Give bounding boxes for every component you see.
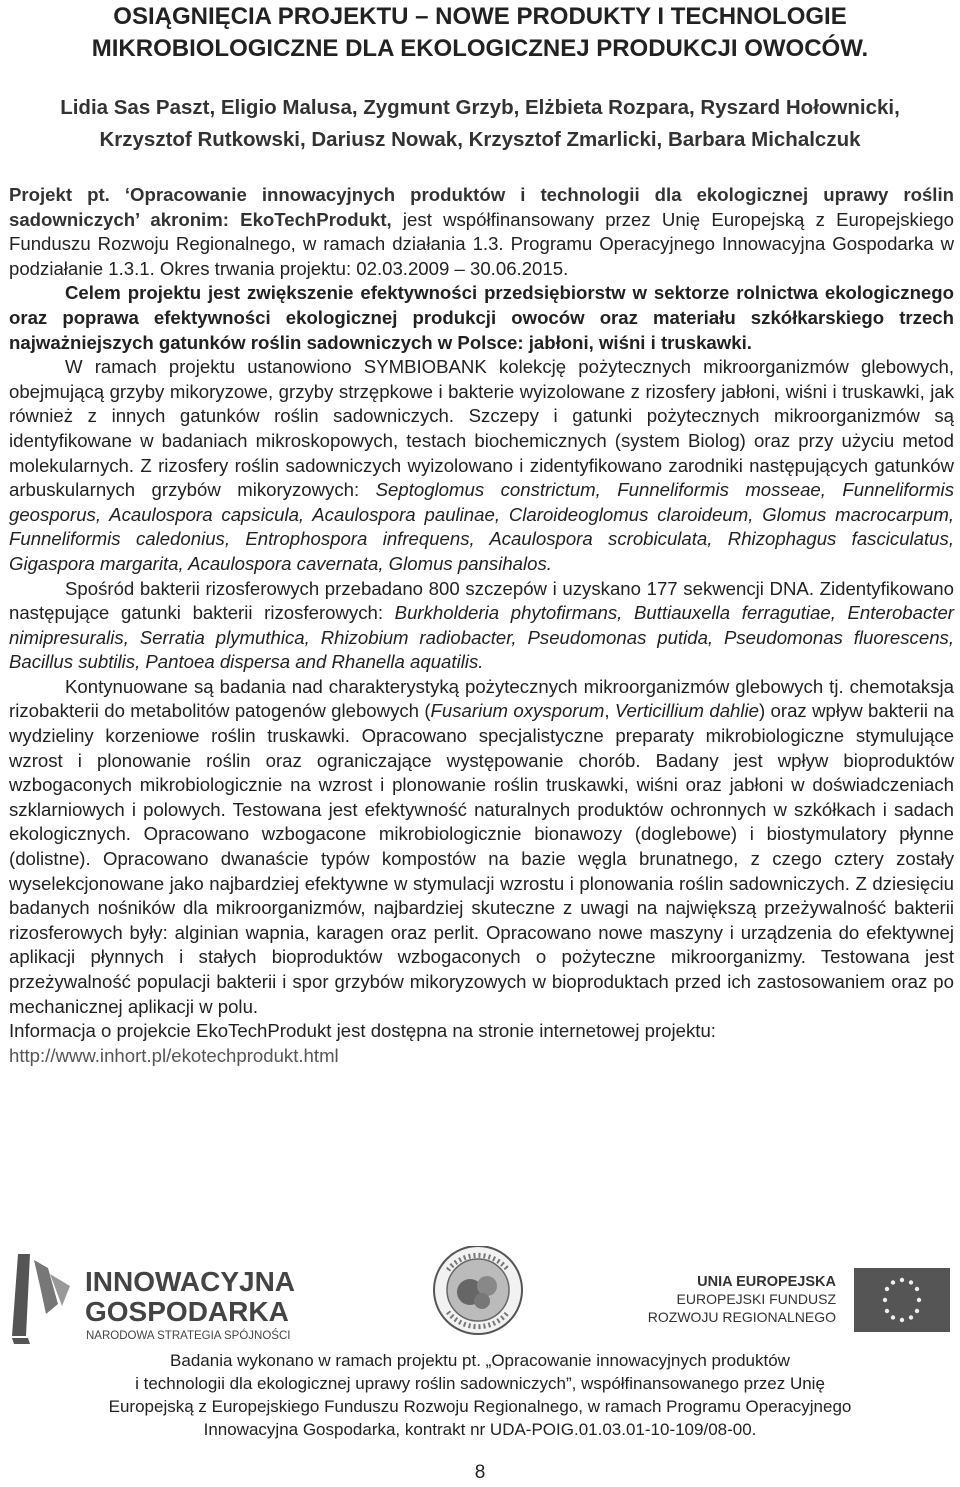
footer-line-3: Europejską z Europejskiego Funduszu Rozwoju Regionalnego, w ramach Programu Operacyjnego: [108, 1397, 852, 1416]
ekotechprodukt-seal: [434, 1246, 522, 1334]
bacteria-paragraph: [9, 577, 954, 675]
project-paragraph: [9, 183, 954, 281]
innowacyjna-gospodarka-logo: [12, 1254, 295, 1344]
authors-line-1: Lidia Sas Paszt, Eligio Malusa, Zygmunt Grzyb, Elżbieta Rozpara, Ryszard Hołownicki,: [60, 96, 900, 119]
bacteria-text: Spośród bakterii rizosferowych przebadano 800 szczepów i uzyskano 177 sekwencji DNA. Zidentyfikowano następujące gatunki bakterii rizosferowych:: [9, 577, 954, 624]
logos-svg: [0, 1246, 960, 1346]
verticillium-name: Verticillium dahlie: [614, 700, 760, 722]
ig-line-2: GOSPODARKA: [85, 1296, 289, 1327]
research-paragraph: [9, 675, 954, 1019]
footer-line-4: Innowacyjna Gospodarka, kontrakt nr UDA-POIG.01.03.01-10-109/08-00.: [203, 1420, 757, 1439]
footer-line-1: Badania wykonano w ramach projektu pt. „Opracowanie innowacyjnych produktów: [170, 1351, 790, 1370]
body-text: [9, 183, 954, 1068]
title-line-1: OSIĄGNIĘCIA PROJEKTU – NOWE PRODUKTY I TECHNOLOGIE: [113, 3, 847, 30]
eu-flag-icon: [854, 1268, 950, 1332]
authors-line-2: Krzysztof Rutkowski, Dariusz Nowak, Krzysztof Zmarlicki, Barbara Michalczuk: [99, 128, 861, 151]
ig-subtitle: NARODOWA STRATEGIA SPÓJNOŚCI: [86, 1330, 291, 1342]
fungi-species: Septoglomus constrictum, Funneliformis mosseae, Funneliformis geosporus, Acaulospora capsicula, Acaulospora paulinae, Claroideoglomus claroideum, Glomus macrocarpum, Funneliformis caledonius, Entrophospora infrequens, Acaulospora scrobiculata, Rhizophagus fasciculatus, Gigaspora margarita, Acaulospora cavernata, Glomus pansihalos.: [9, 479, 954, 574]
info-line: Informacja o projekcie EkoTechProdukt jest dostępna na stronie internetowej projektu:: [9, 1020, 716, 1042]
page-number: 8: [474, 1462, 486, 1483]
project-description: jest współfinansowany przez Unię Europejską z Europejskiego Funduszu Rozwoju Regionalnego, w ramach działania 1.3. Programu Operacyjnego Innowacyjna Gospodarka w podziałanie 1.3.1. Okres trwania projektu: 02.03.2009 – 30.06.2015.: [9, 208, 954, 279]
ue-line-1: UNIA EUROPEJSKA: [697, 1274, 836, 1290]
goal-paragraph: Celem projektu jest zwiększenie efektywności przedsiębiorstw w sektorze rolnictwa ekologicznego oraz poprawa efektywności ekologicznej produkcji owoców oraz materiału szkółkarskiego trzech najważniejszych gatunków roślin sadowniczych w Polsce: jabłoni, wiśni i truskawki.: [9, 282, 954, 353]
symbiobank-paragraph: [9, 355, 954, 576]
footer-note: [0, 1349, 960, 1441]
ig-line-1: INNOWACYJNA: [85, 1266, 296, 1297]
bacteria-species: Burkholderia phytofirmans, Buttiauxella ferragutiae, Enterobacter nimipresuralis, Serratia plymuthica, Rhizobium radiobacter, Pseudomonas putida, Pseudomonas fluorescens, Bacillus subtilis, Pantoea dispersa and Rhanella aquatilis.: [9, 602, 954, 673]
project-url-link[interactable]: http://www.inhort.pl/ekotechprodukt.html: [9, 1044, 339, 1066]
footer-line-2: i technologii dla ekologicznej uprawy roślin sadowniczych”, współfinansowanego przez Unię: [135, 1374, 825, 1393]
project-intro: Projekt pt. ‘Opracowanie innowacyjnych produktów i technologii dla ekologicznej uprawy roślin sadowniczych’ akronim: EkoTechProdukt,: [9, 184, 954, 230]
ue-line-3: ROZWOJU REGIONALNEGO: [647, 1309, 836, 1325]
research-text-a: Kontynuowane są badania nad charakterystyką pożytecznych mikroorganizmów glebowych tj. chemotaksja rizobakterii do metabolitów patogenów glebowych (: [9, 675, 954, 722]
logos-bar: [0, 1246, 960, 1346]
title-line-2: MIKROBIOLOGICZNE DLA EKOLOGICZNEJ PRODUKCJI OWOCÓW.: [91, 35, 869, 62]
ue-line-2: EUROPEJSKI FUNDUSZ: [676, 1291, 836, 1307]
symbiobank-text: W ramach projektu ustanowiono SYMBIOBANK kolekcję pożytecznych mikroorganizmów glebowych, obejmującą grzyby mikoryzowe, grzyby strzępkowe i bakterie wyizolowane z rizosfery jabłoni, wiśni i truskawki, jak również z innych gatunków roślin sadowniczych. Szczepy i gatunki pożytecznych mikroorganizmów są identyfikowane w badaniach mikroskopowych, testach biochemicznych (system Biolog) oraz przy użyciu metod molekularnych. Z rizosfery roślin sadowniczych wyizolowano i zidentyfikowano zarodniki następujących gatunków arbuskularnych grzybów mikoryzowych:: [9, 356, 954, 501]
research-text-b: ) oraz wpływ bakterii na wydzieliny korzeniowe roślin truskawki. Opracowano specjalistyczne preparaty mikrobiologiczne stymulujące wzrost i plonowanie roślin oraz ograniczające występowanie chorób. Badany jest wpływ bioproduktów wzbogaconych mikrobiologicznie na wzrost i plonowanie roślin truskawki, wiśni oraz jabłoni w doświadczeniach szklarniowych i polowych. Testowana jest efektywność naturalnych produktów ochronnych w szkółkach i sadach ekologicznych. Opracowano wzbogacone mikrobiologicznie bionawozy (doglebowe) i biostymulatory płynne (dolistne). Opracowano dwanaście typów kompostów na bazie węgla brunatnego, z czego cztery zostały wyselekcjonowane jako najbardziej efektywne w stymulacji wzrostu i plonowania roślin sadowniczych. Z dziesięciu badanych nośników dla mikroorganizmów, najbardziej skuteczne z uwagi na największą przeżywalność bakterii rizosferowych były: alginian wapnia, karagen oraz perlit. Opracowano nowe maszyny i urządzenia do efektywnej aplikacji płynnych i stałych bioproduktów wzbogaconych o pożyteczne mikroorganizmy. Testowana jest przeżywalność populacji bakterii i spor grzybów mikoryzowych w bioproduktach przed ich zastosowaniem oraz po mechanicznej aplikacji w polu.: [9, 700, 954, 1017]
comma: ,: [604, 700, 615, 722]
fusarium-name: Fusarium oxysporum: [430, 700, 605, 722]
